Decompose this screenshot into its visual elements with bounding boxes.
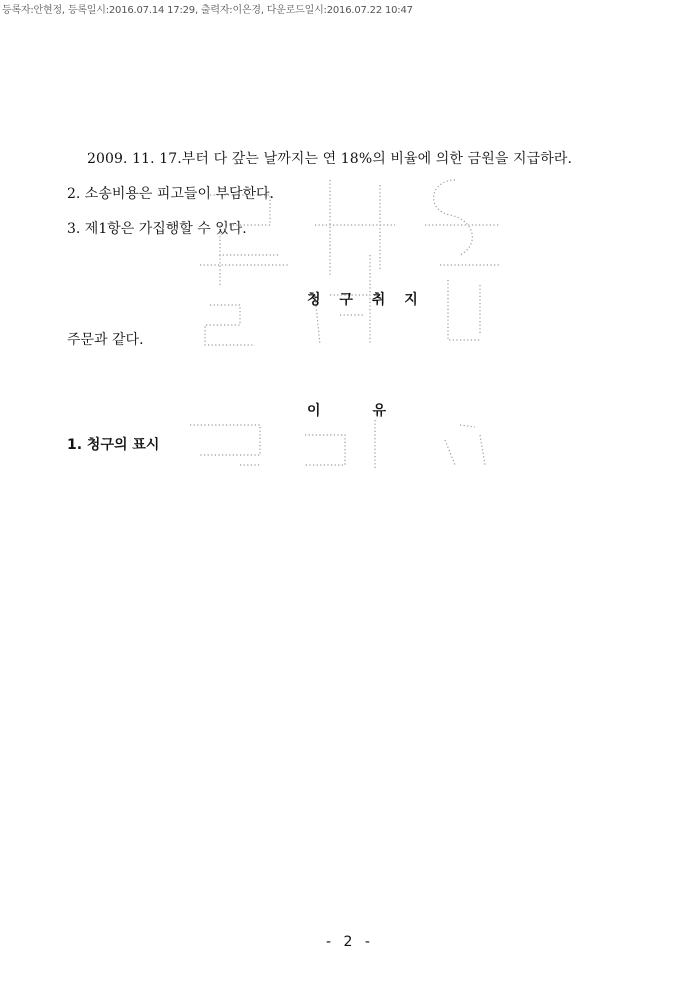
registration-stamp: 등록자:안현정, 등록일시:2016.07.14 17:29, 출력자:이은경, 다운로드일시:2016.07.22 10:47 bbox=[2, 5, 413, 16]
ruling-item-3: 3. 제1항은 가집행할 수 있다. bbox=[67, 221, 247, 237]
reasons-section-1-title: 1. 청구의 표시 bbox=[67, 437, 160, 453]
claim-heading: 청 구 취 지 bbox=[307, 292, 425, 308]
ruling-continuation: 2009. 11. 17.부터 다 갚는 날까지는 연 18%의 비율에 의한 금원을 지급하라. bbox=[87, 151, 573, 167]
claim-body: 주문과 같다. bbox=[67, 332, 144, 348]
page-number: - 2 - bbox=[326, 934, 374, 950]
ruling-item-2: 2. 소송비용은 피고들이 부담한다. bbox=[67, 186, 274, 202]
dotted-watermark bbox=[180, 165, 510, 475]
reasons-heading-left: 이 bbox=[307, 403, 321, 419]
reasons-heading-right: 유 bbox=[372, 403, 387, 419]
reasons-heading bbox=[307, 400, 386, 420]
